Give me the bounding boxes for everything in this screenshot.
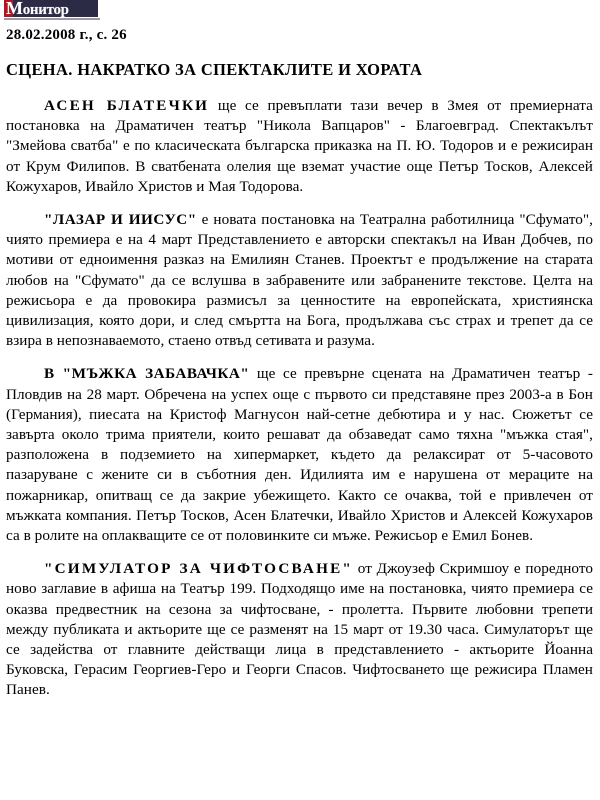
logo-rest: онитор [22, 2, 69, 17]
logo-underline-rule [4, 18, 100, 20]
paragraph-lead: "МЪЖКА ЗАБАВАЧКА" [62, 365, 250, 383]
article-paragraph [4, 210, 594, 351]
paragraph-text: е новата постановка на Театрална работилница "Сфумато", чиято премиера е на 4 март Представлението е авторски спектакъл на Иван Добчев, по мотиви от едноимення разказ на Емилиян Станев. Проектът е продължение на старата любов на "Сфумато" да се вслушва в забравените или забранените текстове. Целта на режисьора е да провокира размисъл за ценностите на европейската, християнска цивилизация, която дори, и след смъртта на Бога, продължава със страх и трепет да се взира в непознаваемото, стаено отвъд сетивата и разума. [6, 211, 593, 350]
article-paragraph [4, 96, 594, 197]
paragraph-lead: "ЛАЗАР И ИИСУС" [44, 211, 197, 229]
logo-initial: М [6, 0, 23, 17]
paragraph-text: ще се превъплати тази вечер в Змея от премиерната постановка на Драматичен театър "Никола Вапцаров" - Благоевград. Спектакълът "Змейова сватба" е по класическата българска приказка на П. Ю. Тодоров и е режисиран от Крум Филипов. В сватбената олелия ще вземат участие още Петър Тосков, Алексей Кожухаров, Ивайло Христов и Мая Тодорова. [6, 97, 593, 195]
monitor-logo [4, 0, 98, 17]
paragraph-lead: АСЕН БЛАТЕЧКИ [44, 97, 210, 114]
article-paragraph [4, 559, 594, 700]
masthead [4, 0, 594, 22]
paragraph-text: от Джоузеф Скримшоу е поредното ново заглавие в афиша на Театър 199. Подходящо име на постановка, чиято премиера се оказва предвестник на сезона за чифтосване, - пролетта. Първите любовни трепети между публиката и актьорите ще се разменят на 15 март от 19.30 часа. Симулаторът ще се задейства от главните действащи лица в представлението - актьорите Йоанна Буковска, Герасим Георгиев-Геро и Георги Спасов. Чифтосването ще режисира Пламен Панев. [6, 560, 593, 699]
paragraph-text: ще се превърне сцената на Драматичен театър - Пловдив на 28 март. Обречена на успех още с първото си представяне през 2003-а в Бон (Германия), пиесата на Кристоф Магнусон най-сетне дебютира и у нас. Сюжетът се завърта около трима приятели, които решават да обзаведат само тяхна "мъжка стая", разположена в подземието на хипермаркет, където да релаксират от 5-часовото пазаруване с жените си в съботния ден. Идилията им е нарушена от мераците на пожарникар, опитващ се да закрие убежището. Както се очаква, той е привлечен от мъжката компания. Петър Тосков, Асен Блатечки, Ивайло Христов и Алексей Кожухаров са в ролите на оплакващите се от половинките си мъже. Режисьор е Емил Бонев. [6, 365, 593, 545]
page-title: СЦЕНА. НАКРАТКО ЗА СПЕКТАКЛИТЕ И ХОРАТА [6, 60, 423, 79]
logo-wordmark [6, 0, 69, 17]
paragraph-lead-prefix: В [44, 365, 63, 383]
article-body [4, 96, 594, 701]
paragraph-lead: "СИМУЛАТОР ЗА ЧИФТОСВАНЕ" [44, 560, 354, 578]
dateline: 28.02.2008 г., с. 26 [6, 27, 127, 43]
article-paragraph [4, 364, 594, 546]
